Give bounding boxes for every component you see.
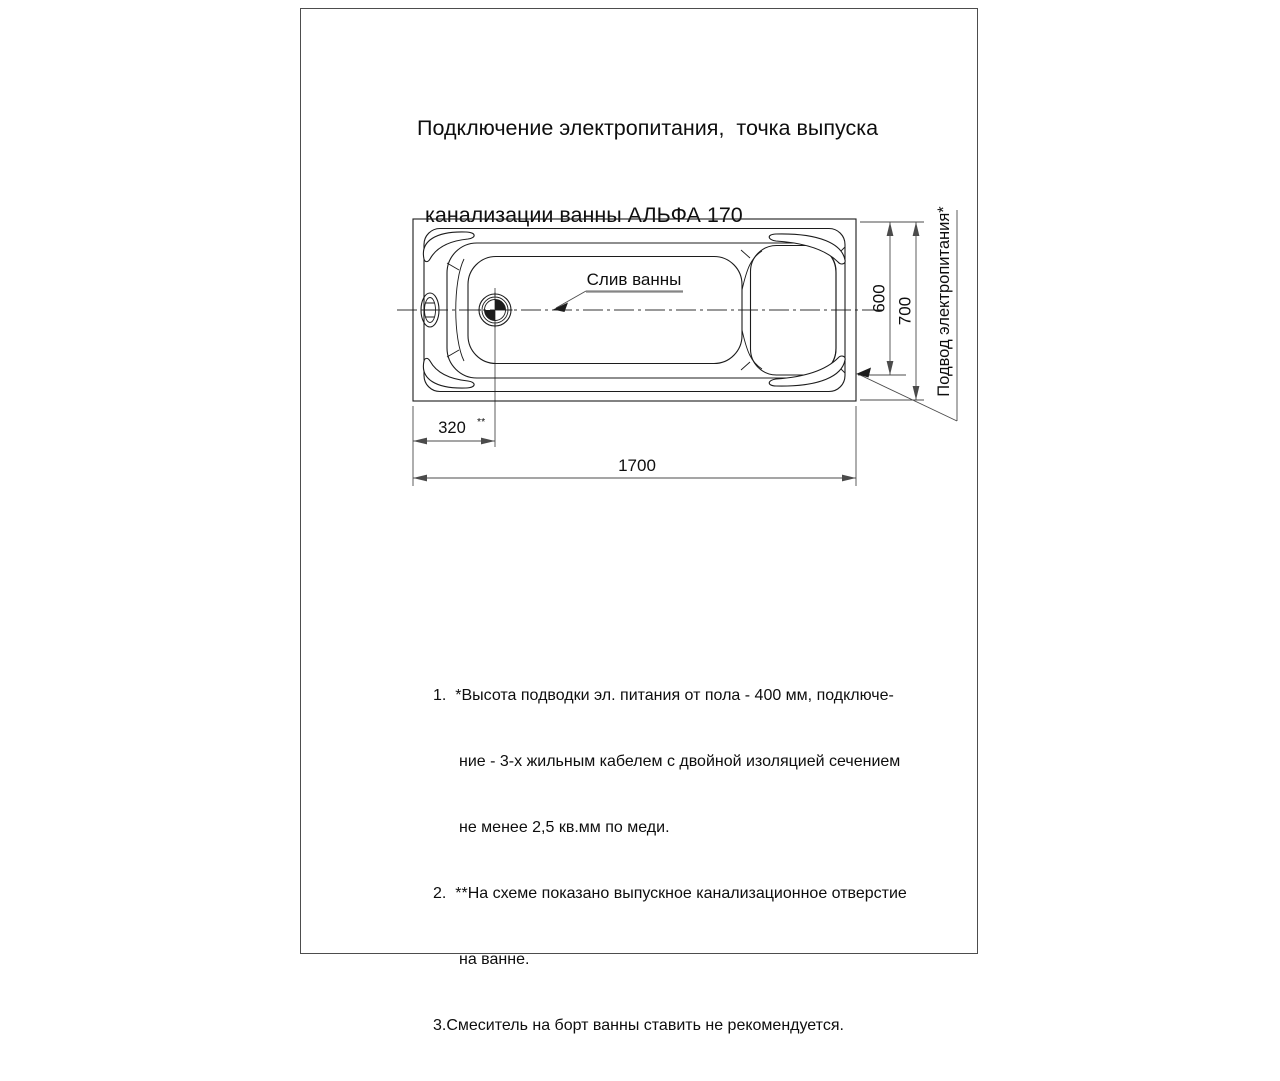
dim-600-label: 600 [869, 284, 889, 313]
drain-label: Слив ванны [586, 270, 682, 289]
note-line: ние - 3-х жильным кабелем с двойной изоляцией сечением [459, 753, 901, 770]
note-line: на ванне. [459, 951, 530, 968]
power-leader-arrow [856, 368, 871, 378]
power-supply-label: Подвод электропитания* [935, 206, 953, 397]
dim-700-label: 700 [895, 296, 915, 326]
dim-320-footnote-mark: ** [477, 416, 486, 428]
note-line: 3.Смеситель на борт ванны ставить не рекомендуется. [433, 1017, 844, 1034]
drain-leader-arrow [553, 303, 568, 313]
bathtub-top-view [413, 219, 856, 401]
dimension-320 [413, 406, 495, 486]
title-line-1: Подключение электропитания, точка выпуска [417, 116, 879, 140]
dim-320-label: 320 [438, 419, 466, 437]
dim-1700-label: 1700 [618, 456, 656, 475]
drain-leader [553, 270, 683, 312]
note-line: 1. *Высота подводки эл. питания от пола - 400 мм, подключе- [433, 687, 894, 704]
note-line: не менее 2,5 кв.мм по меди. [459, 819, 670, 836]
note-line: 2. **На схеме показано выпускное канализационное отверстие [433, 885, 907, 902]
notes-block [433, 641, 907, 1081]
title-line-2: канализации ванны АЛЬФА 170 [425, 203, 743, 227]
